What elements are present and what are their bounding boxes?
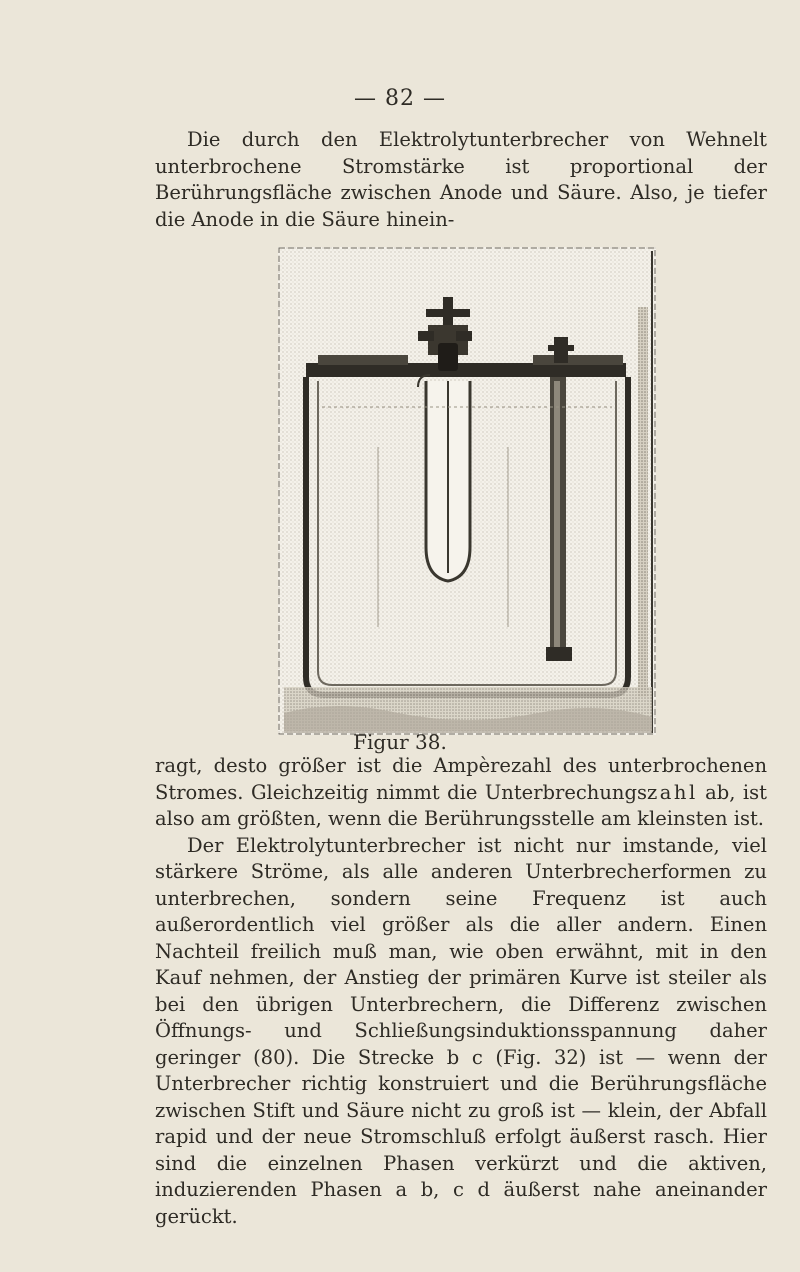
- figure-caption: Figur 38.: [353, 730, 447, 754]
- electrolytic-interrupter-figure: [278, 247, 656, 735]
- paragraph-continuation: ragt, desto größer ist die Ampèrezahl des unterbrochenen Stromes. Gleichzeitig nimmt die Unterbrechungszahl ab, ist also am größten, wenn die Berührungsstelle am kleinsten ist.: [155, 754, 767, 830]
- lid-bar: [306, 363, 626, 377]
- top-paragraph: Die durch den Elektrolytunterbrecher von Wehnelt unterbrochene Stromstärke ist proportional der Berührungsfläche zwischen Anode und Säure. Also, je tiefer die Anode in die Säure hinein-: [155, 128, 767, 231]
- body-text: [155, 753, 767, 1230]
- emphasis-zahl: zahl: [646, 780, 698, 804]
- paragraph-2: Der Elektrolytunterbrecher ist nicht nur imstande, viel stärkere Ströme, als alle anderen Unterbrecherformen zu unterbrechen, sondern seine Frequenz ist auch außerordentlich viel größer als die aller andern. Einen Nachteil freilich muß man, wie oben erwähnt, mit in den Kauf nehmen, der Anstieg der primären Kurve ist steiler als bei den übrigen Unterbrechern, die Differenz zwischen Öffnungs- und Schließungsinduktionsspannung daher geringer (80). Die Strecke b c (Fig. 32) ist — wenn der Unterbrecher richtig konstruiert und die Berührungsfläche zwischen Stift und Säure nicht zu groß ist — klein, der Abfall rapid und der neue Stromschluß erfolgt äußerst rasch. Hier sind die einzelnen Phasen verkürzt und die aktiven, induzierenden Phasen a b, c d äußerst nahe aneinander gerückt.: [155, 833, 767, 1228]
- page-number: — 82 —: [354, 86, 446, 111]
- right-edge-shade: [638, 307, 648, 697]
